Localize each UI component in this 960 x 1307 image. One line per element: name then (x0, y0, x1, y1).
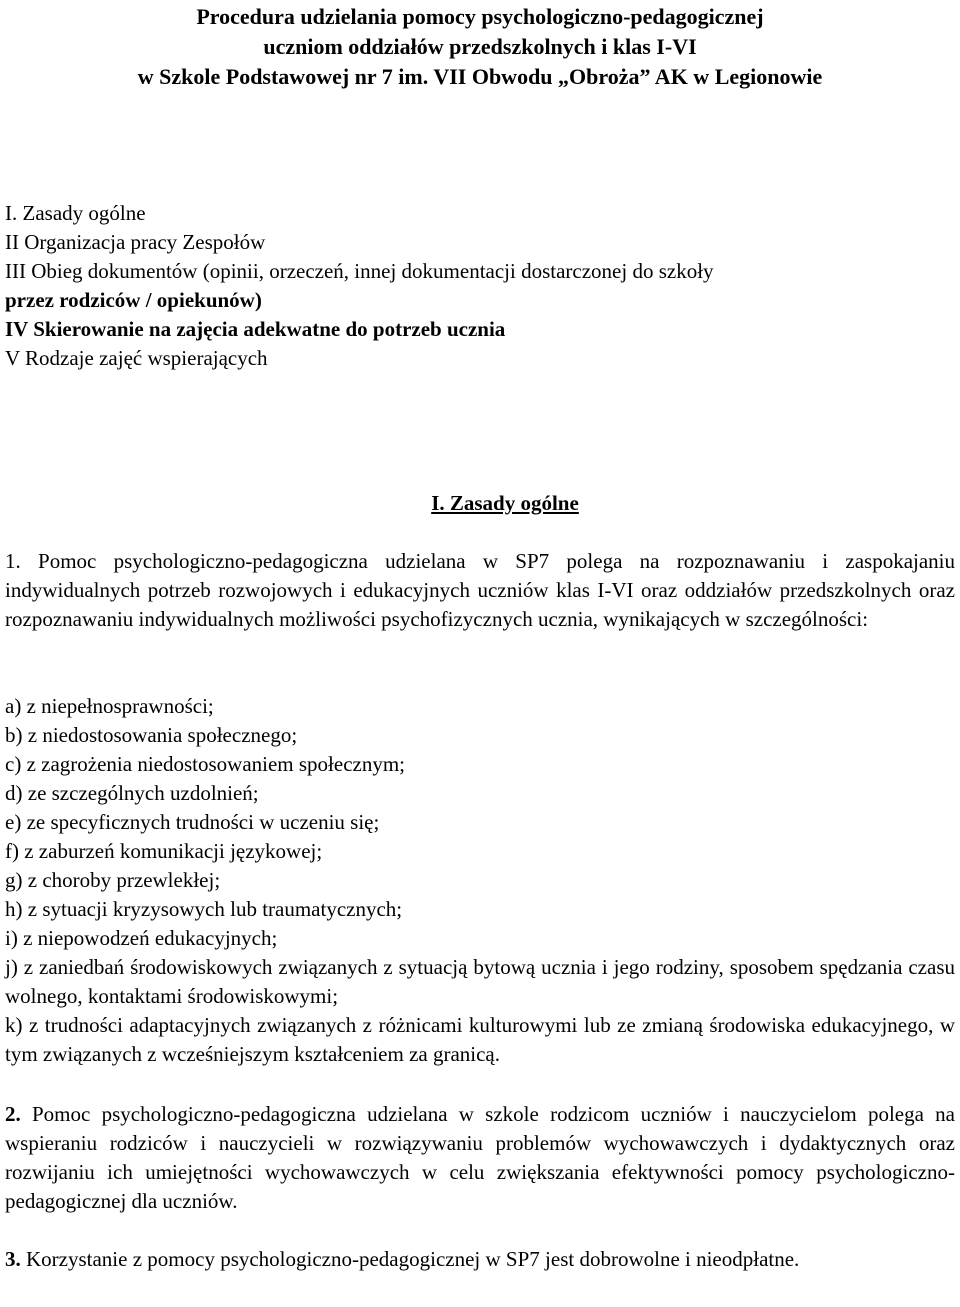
paragraph-2 (5, 1100, 955, 1216)
title-line-3: w Szkole Podstawowej nr 7 im. VII Obwodu „Obroża” AK w Legionowie (137, 64, 823, 89)
list-item: h) z sytuacji kryzysowych lub traumatycznych; (5, 897, 403, 921)
paragraph-content: Pomoc psychologiczno-pedagogiczna udzielana w szkole rodzicom uczniów i nauczycielom polega na wspieraniu rodziców i nauczycieli w rozwiązywaniu problemów wychowawczych i dydaktycznych oraz rozwijaniu ich umiejętności wychowawczych w celu zwiększania efektywności pomocy psychologiczno-pedagogicznej dla uczniów. (5, 1102, 955, 1213)
list-item: f) z zaburzeń komunikacji językowej; (5, 839, 323, 863)
toc-item: II Organizacja pracy Zespołów (5, 230, 266, 254)
paragraph-1 (5, 547, 955, 634)
paragraph-content: Korzystanie z pomocy psychologiczno-pedagogicznej w SP7 jest dobrowolne i nieodpłatne. (26, 1247, 800, 1271)
list-item: j) z zaniedbań środowiskowych związanych z sytuacją bytową ucznia i jego rodziny, sposobem spędzania czasu wolnego, kontaktami środowiskowymi; (5, 955, 955, 1008)
title-line-2: uczniom oddziałów przedszkolnych i klas I-VI (263, 34, 697, 59)
paragraph-number: 2. (5, 1102, 21, 1126)
list-item: b) z niedostosowania społecznego; (5, 723, 298, 747)
paragraph-3 (5, 1245, 955, 1274)
toc-item: IV Skierowanie na zajęcia adekwatne do potrzeb ucznia (5, 317, 506, 341)
list-item: i) z niepowodzeń edukacyjnych; (5, 926, 278, 950)
paragraph-content: Pomoc psychologiczno-pedagogiczna udzielana w SP7 polega na rozpoznawaniu i zaspokajaniu indywidualnych potrzeb rozwojowych i edukacyjnych uczniów klas I-VI oraz oddziałów przedszkolnych oraz rozpoznawaniu indywidualnych możliwości psychofizycznych ucznia, wynikających w szczególności: (5, 549, 956, 631)
paragraph-2-text (5, 1100, 955, 1216)
toc-item: III Obieg dokumentów (opinii, orzeczeń, innej dokumentacji dostarczonej do szkoły (5, 259, 714, 283)
section-heading-text: I. Zasady ogólne (431, 491, 579, 515)
paragraph-3-text (5, 1245, 955, 1274)
section-heading (5, 489, 955, 518)
toc-item: I. Zasady ogólne (5, 201, 146, 225)
title-line-1: Procedura udzielania pomocy psychologiczno-pedagogicznej (196, 4, 764, 29)
paragraph-1-text (5, 547, 955, 634)
document-title (5, 0, 955, 92)
list-item: e) ze specyficznych trudności w uczeniu się; (5, 810, 380, 834)
document-page (5, 0, 956, 1271)
list-item: c) z zagrożenia niedostosowaniem społecznym; (5, 752, 406, 776)
list-item: k) z trudności adaptacyjnych związanych z różnicami kulturowymi lub ze zmianą środowiska edukacyjnego, w tym związanych z wcześniejszym kształceniem za granicą. (5, 1013, 955, 1066)
toc-item: przez rodziców / opiekunów) (5, 288, 262, 312)
paragraph-number: 1. (5, 549, 21, 573)
list-item: d) ze szczególnych uzdolnień; (5, 781, 259, 805)
reasons-list (5, 692, 955, 1069)
list-item: g) z choroby przewlekłej; (5, 868, 221, 892)
list-item: a) z niepełnosprawności; (5, 694, 214, 718)
toc-item: V Rodzaje zajęć wspierających (5, 346, 268, 370)
paragraph-number: 3. (5, 1247, 21, 1271)
table-of-contents (5, 199, 955, 373)
